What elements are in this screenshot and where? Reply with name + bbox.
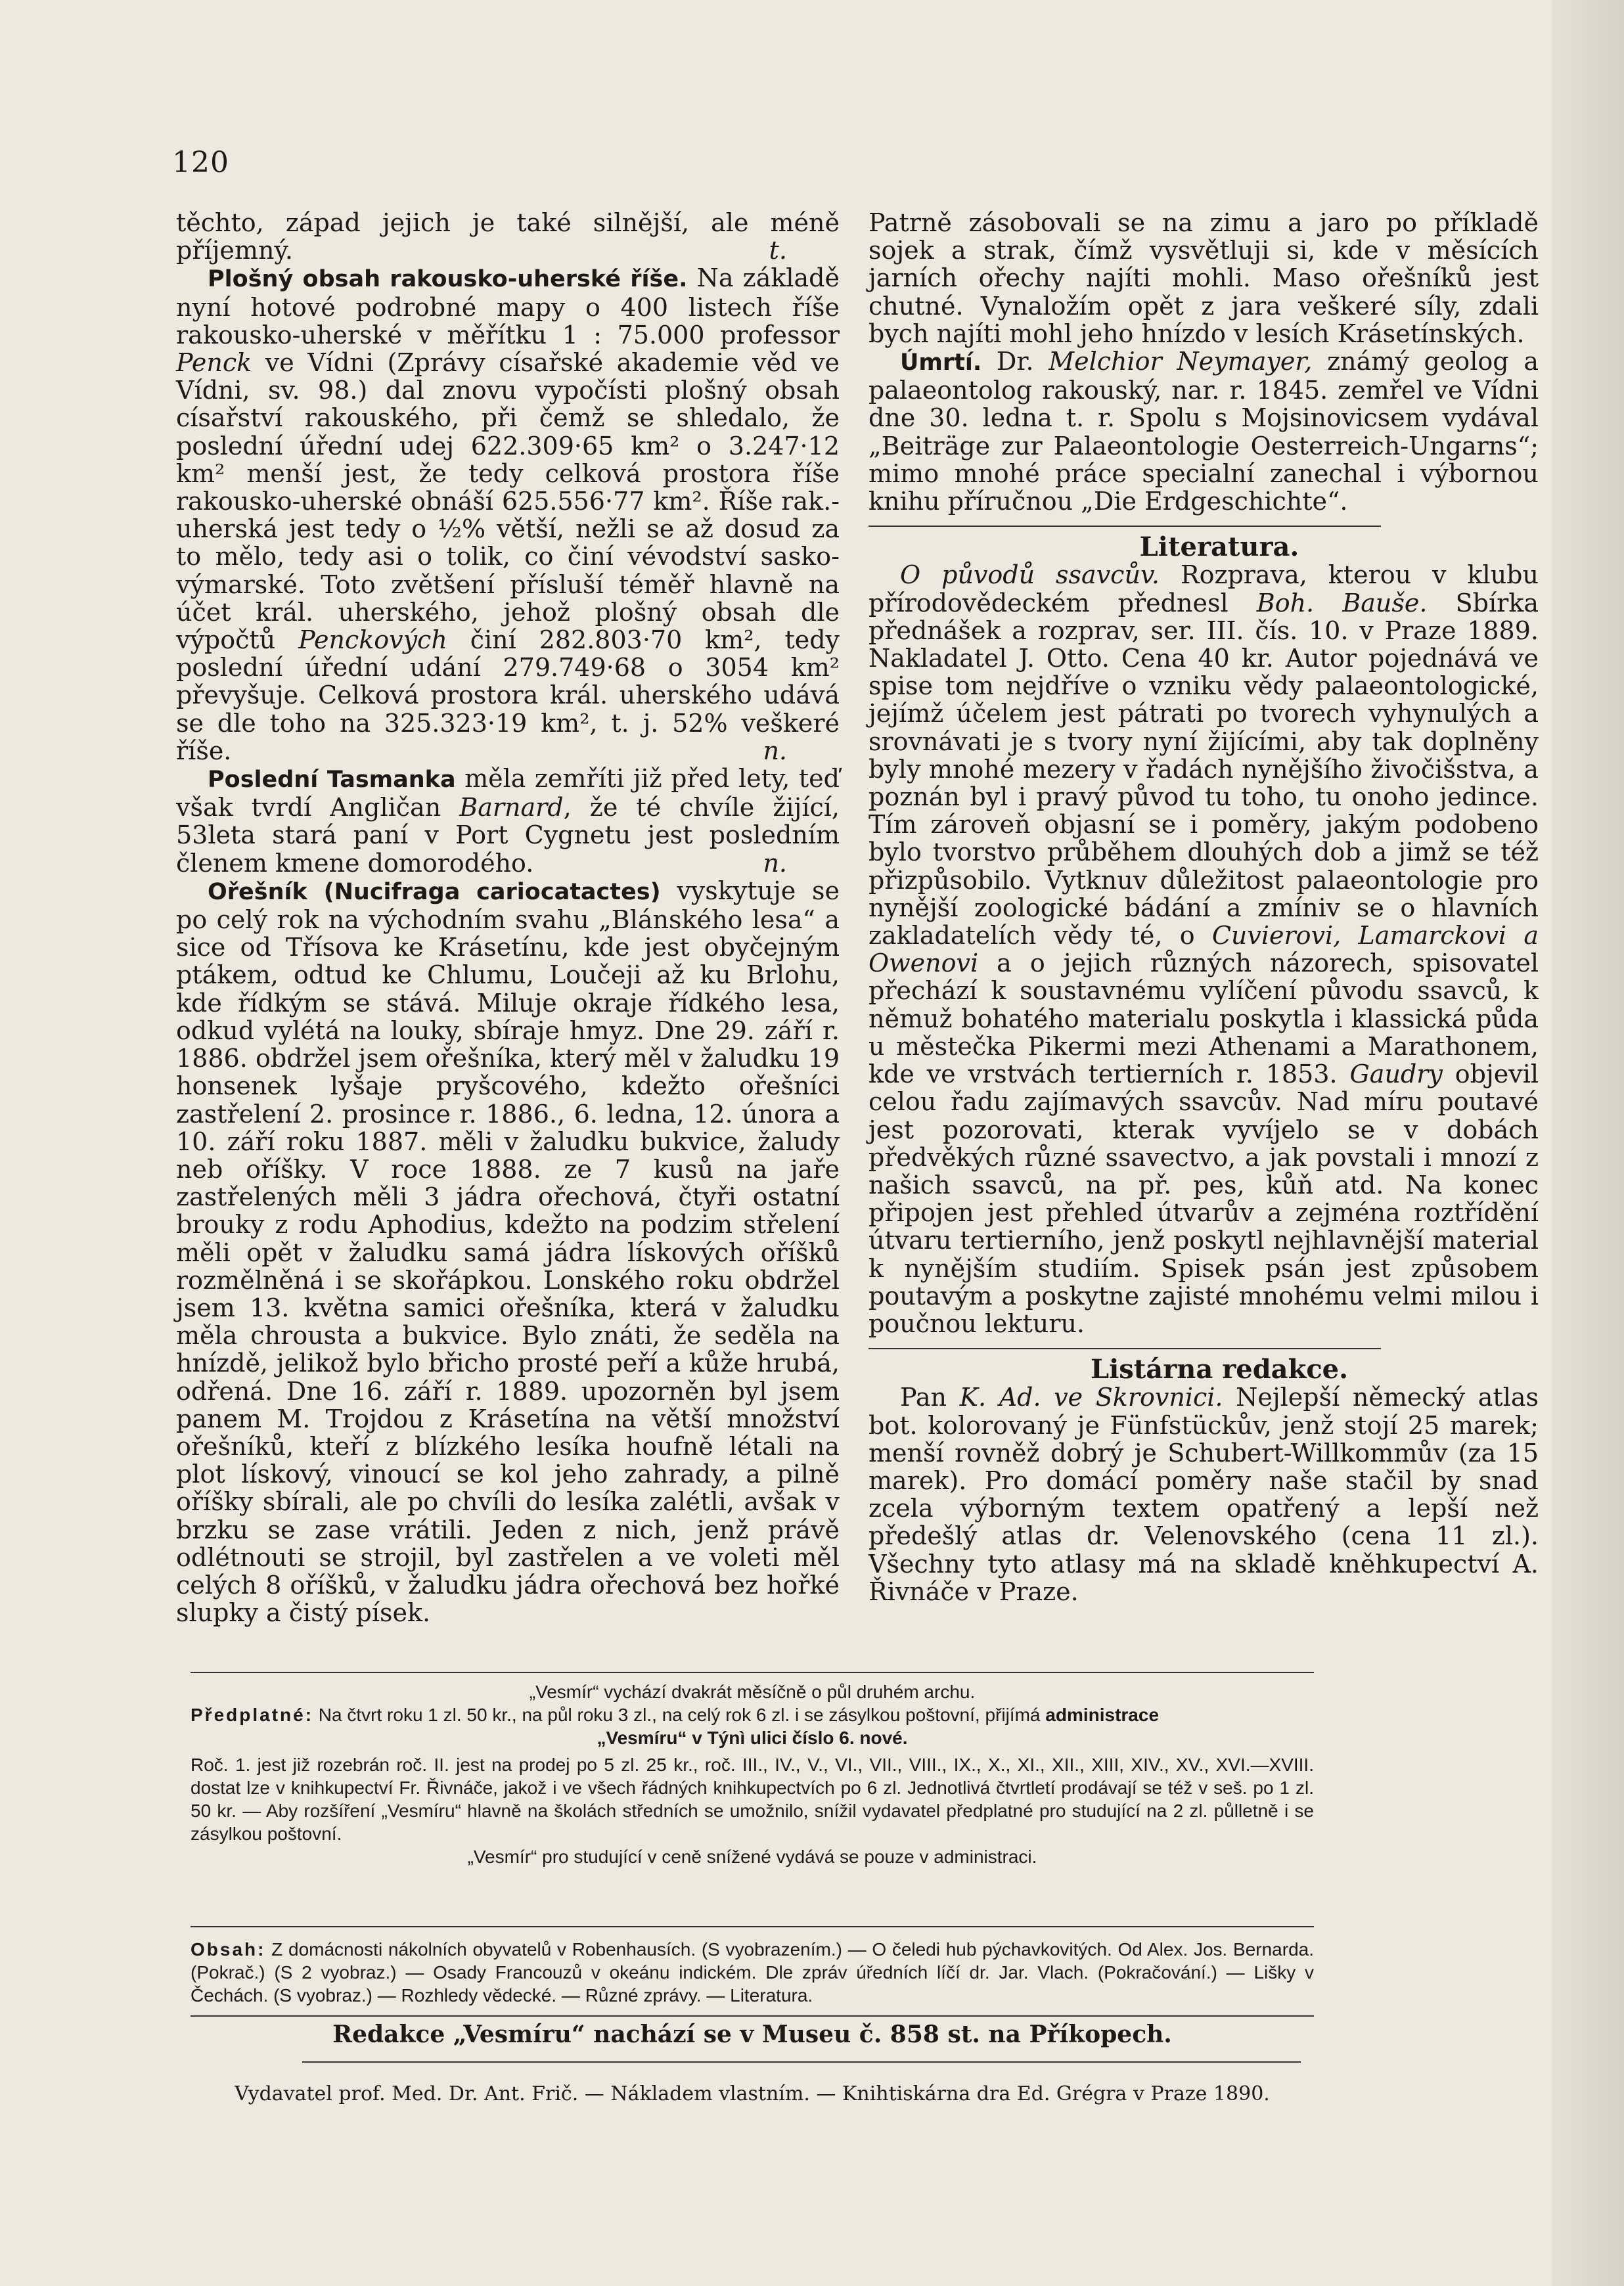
footer-rule — [191, 1672, 1314, 1673]
article-literatura: O původů ssavcův. Rozprava, kterou v klubu přírodovědeckém přednesl Boh. Bauše. Sbírka přednášek a rozprav, ser. III. čís. 10. v Praze 1889. Nakladatel J. Otto. Cena 40 kr. Autor pojednává ve spise tom nejdříve o vzniku vědy palaeontologické, jejímž účelem jest pátrati po tvorech vyhynulých a srovnávati je s tvory nyní žijícími, aby tak doplněny byly mnohé mezery v řadách nynějšího živočišstva, a poznán byl i pravý původ tu toho, tu onoho jedince. Tím zároveň objasní se i poměry, jakým podobeno bylo tvorstvo průběhem dlouhých dob a jimž se též přizpůsobilo. Vytknuv důležitost palaeontologie pro nynější zoologické bádání a zmíniv se o hlavních zakladatelích vědy té, o Cuvierovi, Lamarckovi a Owenovi a o jejich různých názorech, spisovatel přechází k soustavnému vylíčení původu ssavců, k němuž bohatého materialu poskytla i klassická půda u městečka Pikermi mezi Athenami a Marathonem, kde ve vrstvách tertierních r. 1853. Gaudry objevil celou řadu zajímavých ssavcův. Nad míru poutavé jest pozorovati, kterak vyvíjelo se v dobách předvěkých různé ssavectvo, a jak povstali i mnozí z našich ssavců, na př. pes, kůň atd. Na konec připojen jest přehled útvarův a zejména roztřídění útvaru tertierního, jenž poskytl nejhlavnější material k nynějším studiím. Spisek psán jest způsobem poutavým a poskytne zajisté mnohému velmi milou i poučnou lekturu. — [868, 560, 1539, 1338]
publication-note: „Vesmír“ vychází dvakrát měsíčně o půl druhém archu. — [529, 1682, 976, 1702]
left-column — [176, 209, 840, 1626]
article-heading: Ořešník (Nucifraga cariocatactes) — [208, 878, 661, 905]
imprint: Vydavatel prof. Med. Dr. Ant. Frič. — Nákladem vlastním. — Knihtiskárna dra Ed. Grégra v Praze 1890. — [235, 2082, 1270, 2105]
subscription-line: Předplatné: Na čtvrt roku 1 zl. 50 kr., na půl roku 3 zl., na celý rok 6 zl. i se zásylkou poštovní, přijímá administrace — [191, 1705, 1160, 1725]
paragraph-continuation: těchto, západ jejich je také silnější, ale méně příjemný. t. — [176, 208, 840, 265]
subscription-block — [191, 1680, 1314, 1868]
article-tasmanka: Poslední Tasmanka měla zemříti již před lety, teď však tvrdí Angličan Barnard, že té chvíle žijící, 53leta stará paní v Port Cygnetu jest posledním členem kmene domorodého. n. — [176, 764, 840, 878]
article-oresnik: Ořešník (Nucifraga cariocatactes) vyskytuje se po celý rok na východním svahu „Blánského lesa“ a sice od Třísova ke Krásetínu, kde jest obyčejným ptákem, odtud ke Chlumu, Loučeji až ku Brlohu, kde řídkým se stává. Miluje okraje řídkého lesa, odkud vylétá na louky, sbíraje hmyz. Dne 29. září r. 1886. obdržel jsem ořešníka, který měl v žaludku 19 honsenek lyšaje pryšcového, kdežto ořešníci zastřelení 2. prosince r. 1886., 6. ledna, 12. února a 10. září roku 1887. měli v žaludku bukvice, žaludy neb oříšky. V roce 1888. ze 7 kusů na jaře zastřelených měli 3 jádra ořechová, čtyři ostatní brouky z rodu Aphodius, kdežto na podzim střelení měli opět v žaludku samá jádra lískových oříšků rozmělněná i se skořápkou. Lonského roku obdržel jsem 13. května samici ořešníka, která v žaludku měla chrousta a bukvice. Bylo znáti, že seděla na hnízdě, jelikož bylo břicho prosté peří a kůže hrubá, odřená. Dne 16. září r. 1889. upozorněn byl jsem panem M. Trojdou z Krásetína na větší množství ořešníků, kteří z blízkého lesíka houfně létali na plot lískový, vinoucí se kol jeho zahrady, a pilně oříšky sbírali, ale po chvíli do lesíka zalétli, avšak v brzku se zase vrátili. Jeden z nich, jenž právě odlétnouti se strojil, byl zastřelen a ve voleti měl celých 8 oříšků, v žaludku jádra ořechová bez hořké slupky a čistý písek. — [176, 876, 840, 1628]
section-title-listarna: Listárna redakce. — [1090, 1354, 1349, 1385]
contents-block: Obsah: Z domácnosti nákolních obyvatelů v Robenhausích. (S vyobrazením.) — O čeledi hub pýchavkovitých. Od Alex. Jos. Bernarda. (Pokrač.) (S 2 vyobraz.) — Osady Francouzů v okeánu indickém. Dle zpráv úředních líčí dr. Jar. Vlach. (Pokračování.) — Lišky v Čechách. (S vyobraz.) — Rozhledy vědecké. — Různé zprávy. — Literatura. — [191, 1939, 1314, 2006]
article-heading: Poslední Tasmanka — [208, 767, 456, 794]
footer-rule — [302, 2061, 1301, 2063]
editorial-address: Redakce „Vesmíru“ nachází se v Museu č. 858 st. na Příkopech. — [332, 2021, 1172, 2048]
page-number: 120 — [172, 146, 229, 179]
footer-rule — [191, 2015, 1314, 2017]
back-issues-note: Roč. 1. jest již rozebrán roč. II. jest na prodej po 5 zl. 25 kr., roč. III., IV., V., VI., VII., VIII., IX., X., XI., XII., XIII, XIV., XV., XVI.—XVIII. dostat lze v knihkupectví Fr. Řivnáče, jakož i ve všech řádných knihkupectvích po 6 zl. Jednotlivá čtvrtletí prodávají se též v seš. po 1 zl. 50 kr. — Aby rozšíření „Vesmíru“ hlavně na školách středních se umožnilo, snížil vydavatel předplatné pro studující na 2 zl. půlletně i se zásylkou poštovní. — [191, 1755, 1314, 1844]
article-heading: Úmrtí. — [900, 349, 982, 376]
administration-address: „Vesmíru“ v Týnì ulici číslo 6. nové. — [597, 1728, 908, 1748]
article-area: Plošný obsah rakousko-uherské říše. Na základě nyní hotové podrobné mapy o 400 listech říše rakousko-uherské v měřítku 1 : 75.000 professor Penck ve Vídni (Zprávy císařské akademie věd ve Vídni, sv. 98.) dal znovu vypočísti plošný obsah císařství rakouského, při čemž se shledalo, že poslední úřední udej 622.309·65 km² o 3.247·12 km² menší jest, že tedy celková prostora říše rakousko-uherské obnáší 625.556·77 km². Říše rak.-uherská jest tedy o ½% větší, nežli se až dosud za to mělo, tedy asi o tolik, co činí vévodství sasko-výmarské. Toto zvětšení přísluší téměř hlavně na účet král. uherského, jehož plošný obsah dle výpočtů Penckových činí 282.803·70 km², tedy poslední úřední udání 279.749·68 o 3054 km² převyšuje. Celková prostora král. uherského udává se dle toho na 325.323·19 km², t. j. 52% veškeré říše. n. — [176, 263, 840, 765]
section-title-literatura: Literatura. — [1139, 531, 1299, 563]
paragraph-continuation: Patrně zásobovali se na zimu a jaro po příkladě sojek a strak, čímž vysvětluji si, kde v měsících jarních ořechy najíti mohli. Maso ořešníků jest chutné. Vynaložím opět z jara veškeré síly, zdali bych najíti mohl jeho hnízdo v lesích Krásetínských. — [868, 208, 1539, 348]
student-note: „Vesmír“ pro studující v ceně snížené vydává se pouze v administraci. — [467, 1847, 1037, 1867]
page-edge-shadow — [1552, 0, 1624, 2286]
section-divider — [868, 526, 1381, 527]
article-heading: Plošný obsah rakousko-uherské říše. — [208, 266, 688, 293]
article-umrti: Úmrtí. Dr. Melchior Neymayer, známý geolog a palaeontolog rakouský, nar. r. 1845. zemřel ve Vídni dne 30. ledna t. r. Spolu s Mojsinovicsem vydával „Beiträge zur Palaeontologie Oesterreich-Ungarns“; mimo mnohé práce specialní zanechal i výbornou knihu příručnou „Die Erdgeschichte“. — [868, 347, 1539, 516]
footer-rule — [191, 1926, 1314, 1927]
article-listarna: Pan K. Ad. ve Skrovnici. Nejlepší německý atlas bot. kolorovaný je Fünfstückův, jenž stojí 25 marek; menší rovněž dobrý je Schubert-Willkommův (za 15 marek). Pro domácí poměry naše stačil by snad zcela výborným textem opatřený a lepší než předešlý atlas dr. Velenovského (cena 11 zl.). Všechny tyto atlasy má na skladě kněhkupectví A. Řivnáče v Praze. — [868, 1383, 1539, 1606]
section-divider — [868, 1348, 1381, 1349]
right-column — [868, 209, 1539, 1605]
